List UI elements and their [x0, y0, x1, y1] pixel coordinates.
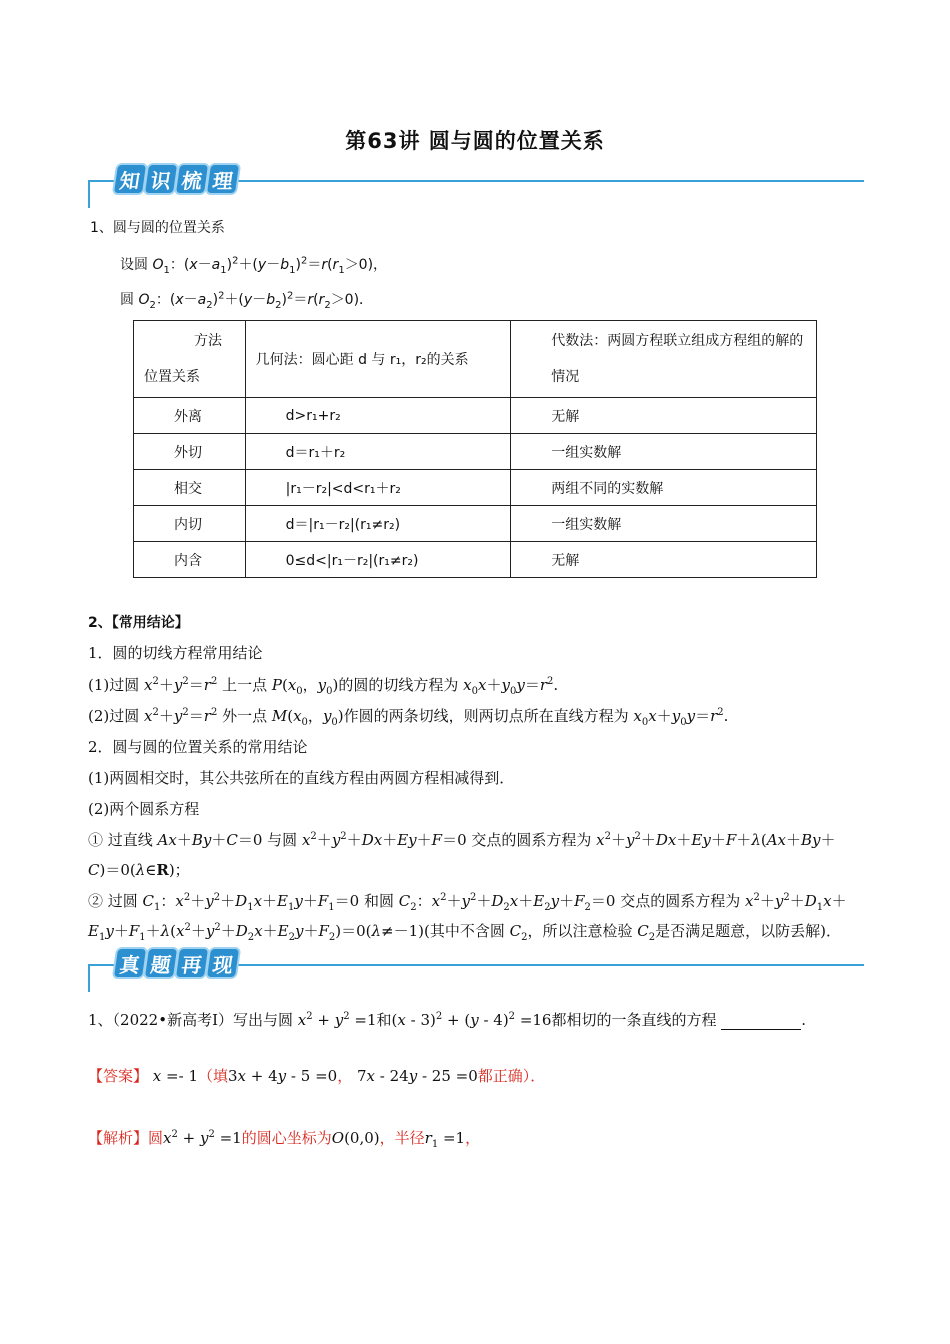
problem-text-c: 都相切的一条直线的方程	[551, 1011, 717, 1029]
problem-text-b: 和	[376, 1011, 392, 1029]
row-algebra: 一组实数解	[511, 434, 817, 470]
row-algebra: 无解	[511, 398, 817, 434]
banner-char: 再	[176, 949, 208, 977]
conclusion-1-item-1: (1)过圆 $x^2+y^2=r^2$ 上一点 $P(x_0$，$y_0$)的圆的切线方程为 $x_0x+y_0y=r^2$.	[88, 676, 559, 697]
banner-char: 梳	[176, 165, 208, 193]
table-header-row	[134, 321, 817, 398]
header-method: 方法	[194, 333, 222, 349]
circle-system-2-line-1: ② 过圆 $C_1$：$x^2+y^2+D_1x+E_1y+F_1=0$ 和圆 $C_2$：$x^2+y^2+D_2x+E_2y+F_2=0$ 交点的圆系方程为 $x^2+y^2+D_1x+$	[88, 892, 847, 913]
analysis-label: 【解析】	[88, 1129, 149, 1147]
row-relation: 相交	[134, 470, 246, 506]
analysis-text-a: 圆	[148, 1129, 164, 1147]
page-title: 第63讲 圆与圆的位置关系	[345, 129, 605, 153]
header-relation: 位置关系	[144, 369, 200, 385]
row-geometry: d＝r₁＋r₂	[245, 434, 511, 470]
analysis-text-b: 的圆心坐标为	[241, 1129, 332, 1147]
row-relation: 外离	[134, 398, 246, 434]
row-relation: 外切	[134, 434, 246, 470]
relation-table	[133, 320, 817, 578]
row-relation: 内切	[134, 506, 246, 542]
row-geometry: 0≤d<|r₁－r₂|(r₁≠r₂)	[245, 542, 511, 578]
equation-circle-1: $x^2 + y^2 =1$	[297, 1011, 377, 1029]
conclusion-2-title: 2．圆与圆的位置关系的常用结论	[88, 738, 308, 756]
row-algebra: 两组不同的实数解	[511, 470, 817, 506]
conclusion-2-item-2: (2)两个圆系方程	[88, 800, 200, 818]
conclusion-1-item-2: (2)过圆 $x^2+y^2=r^2$ 外一点 $M(x_0$，$y_0$)作圆的两条切线，则两切点所在直线方程为 $x_0x+y_0y=r^2$.	[88, 707, 729, 728]
answer-label: 【答案】	[88, 1067, 149, 1085]
circle-o1-def: 设圆 $O_1$：$(x-a_1)^2+(y-b_1)^2=r(r_1>0)$，	[120, 255, 388, 276]
banner-hook	[88, 180, 90, 208]
banner-char: 知	[114, 165, 146, 193]
answer-alt-1: 3x + 4y - 5 =0	[228, 1067, 338, 1085]
section1-heading: 1、圆与圆的位置关系	[90, 220, 225, 236]
circle-system-1-line-2: C)＝0(λ∈R)；	[88, 861, 190, 879]
analysis-text-c: ，半径	[379, 1129, 425, 1147]
answer-blank	[721, 1013, 801, 1030]
circle-o2-prefix: 圆	[120, 292, 134, 308]
circle-system-2-line-2: $E_1y+F_1+\lambda(x^2+y^2+D_2x+E_2y+F_2)=0(\lambda\ne-1)$(其中不含圆 $C_2$，所以注意检验 $C_2$是否满足题意，以防丢解)．	[88, 922, 841, 943]
row-geometry: |r₁－r₂|<d<r₁＋r₂	[245, 470, 511, 506]
problem-text-a: 写出与圆	[233, 1011, 294, 1029]
problem-number: 1、	[88, 1011, 113, 1029]
table-row	[134, 506, 817, 542]
row-relation: 内含	[134, 542, 246, 578]
exam-banner	[88, 949, 864, 993]
answer-alt-2: 7x - 24y - 25 =0	[356, 1067, 478, 1085]
analysis-center: O(0,0)	[331, 1129, 380, 1147]
section2-heading: 2、【常用结论】	[88, 615, 189, 631]
table-row	[134, 398, 817, 434]
table-header-cell	[134, 321, 246, 398]
table-row	[134, 434, 817, 470]
analysis-equation: $x^2 + y^2 =1$	[163, 1129, 242, 1147]
banner-char: 识	[145, 165, 177, 193]
conclusion-2-item-1: (1)两圆相交时，其公共弦所在的直线方程由两圆方程相减得到．	[88, 769, 515, 787]
banner-char: 理	[207, 165, 239, 193]
row-algebra: 无解	[511, 542, 817, 578]
analysis-line	[88, 1128, 480, 1148]
header-geometry: 几何法：圆心距 d 与 r₁，r₂的关系	[245, 321, 511, 398]
banner-hook	[88, 964, 90, 992]
row-geometry: d>r₁+r₂	[245, 398, 511, 434]
analysis-radius: $r_1 =1$	[424, 1129, 466, 1150]
analysis-text-d: ，	[465, 1129, 481, 1147]
banner-char: 题	[145, 949, 177, 977]
table-row	[134, 542, 817, 578]
problem-statement: 1、（2022•新高考Ⅰ）写出与圆 $x^2 + y^2 =1$和(x - 3)$^2$ + (y - 4)$^2$ =16都相切的一条直线的方程 .	[88, 1011, 807, 1029]
answer-line	[88, 1066, 545, 1086]
banner-char: 真	[114, 949, 146, 977]
row-algebra: 一组实数解	[511, 506, 817, 542]
answer-equation: x =- 1	[152, 1067, 198, 1085]
circle-o1-prefix: 设圆	[120, 257, 148, 273]
answer-text-c: 都正确）．	[477, 1067, 546, 1085]
circle-system-1-line-1: ① 过直线 Ax＋By＋C＝0 与圆 $x^2+y^2+Dx+Ey+F=0$ 交点的圆系方程为 $x^2+y^2+Dx+Ey+F+\lambda(Ax+By+$	[88, 831, 836, 849]
header-algebra: 代数法：两圆方程联立组成方程组的解的情况	[511, 321, 817, 398]
answer-text-b: ，	[337, 1067, 353, 1085]
table-row	[134, 470, 817, 506]
answer-text-a: （填	[197, 1067, 228, 1085]
row-geometry: d＝|r₁－r₂|(r₁≠r₂)	[245, 506, 511, 542]
banner-char: 现	[207, 949, 239, 977]
equation-circle-2: (x - 3)$^2$ + (y - 4)$^2$ =16	[391, 1011, 552, 1029]
conclusion-1-title: 1．圆的切线方程常用结论	[88, 644, 263, 662]
circle-o2-def: 圆 $O_2$：$(x-a_2)^2+(y-b_2)^2=r(r_2>0)$．	[120, 290, 374, 311]
knowledge-banner	[88, 165, 864, 209]
problem-source: （2022•新高考Ⅰ）	[112, 1011, 233, 1029]
